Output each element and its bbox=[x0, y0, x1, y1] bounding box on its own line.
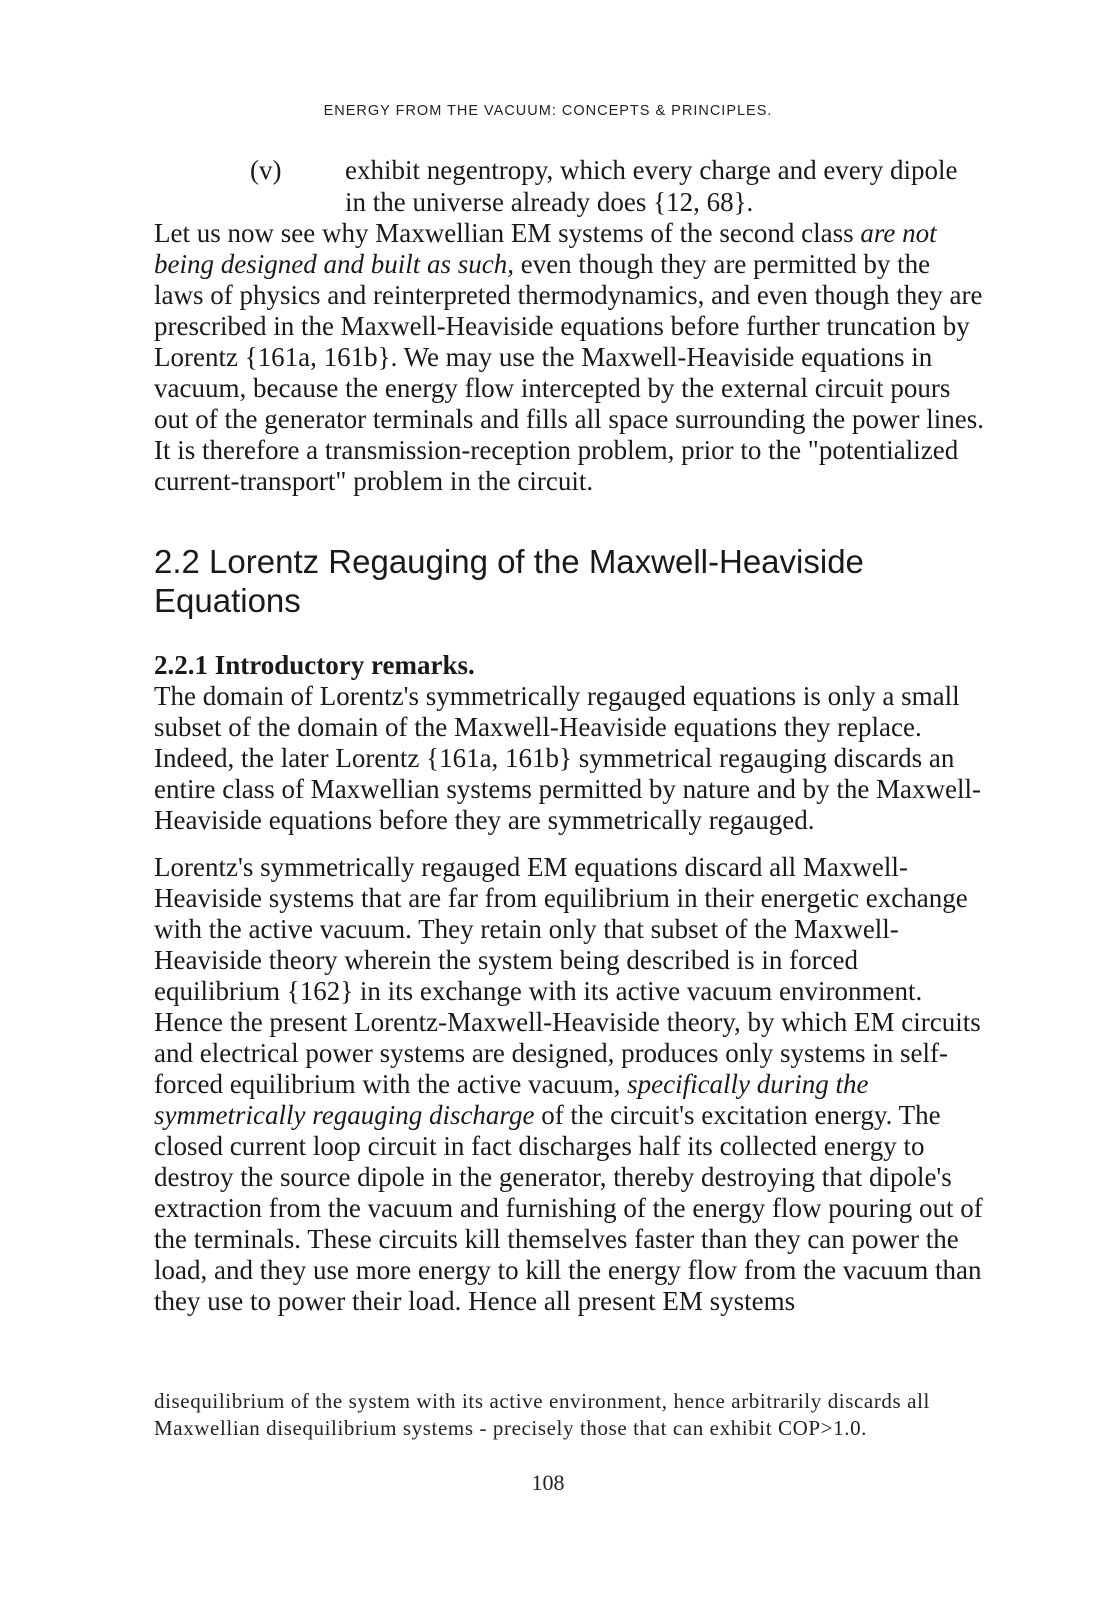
subsection-block bbox=[154, 650, 984, 836]
paragraph-domain: The domain of Lorentz's symmetrically regauged equations is only a small subset of the domain of the Maxwell-Heaviside equations they replace. Indeed, the later Lorentz {161a, 161b} symmetrical regauging discards an entire class of Maxwellian systems permitted by nature and by the Maxwell-Heaviside equations before they are symmetrically regauged. bbox=[154, 681, 982, 835]
paragraph-1-segment-2: even though they are permitted by the laws of physics and reinterpreted thermodynamics, and even though they are prescribed in the Maxwell-Heaviside equations before further truncation by Lorentz {161a, 161b}. We may use the Maxwell-Heaviside equations in vacuum, because the energy flow intercepted by the external circuit pours out of the generator terminals and fills all space surrounding the power lines. It is therefore a transmission-reception problem, prior to the "potentialized current-transport" problem in the circuit. bbox=[154, 249, 985, 496]
paragraph-3-italic: specifically during the symmetrically regauging discharge bbox=[154, 1069, 869, 1130]
paragraph-3-segment-2: of the circuit's excitation energy. The closed current loop circuit in fact discharges half its collected energy to destroy the source dipole in the generator, thereby destroying that dipole's extraction from the vacuum and furnishing of the energy flow pouring out of the terminals. These circuits kill themselves faster than they can power the load, and they use more energy to kill the energy flow from the vacuum than they use to power their load. Hence all present EM systems bbox=[154, 1100, 983, 1316]
running-header: ENERGY FROM THE VACUUM: CONCEPTS & PRINCIPLES. bbox=[323, 103, 773, 119]
paragraph-1-segment-1: Let us now see why Maxwellian EM systems of the second class bbox=[154, 218, 861, 248]
section-heading: 2.2 Lorentz Regauging of the Maxwell-Heaviside Equations bbox=[154, 543, 864, 619]
paragraph-regauged-equations bbox=[154, 852, 984, 1317]
paragraph-second-class-systems bbox=[154, 218, 984, 497]
list-marker: (v) bbox=[250, 155, 282, 185]
list-item-text bbox=[345, 154, 1010, 218]
paragraph-1-italic: are not being designed and built as such, bbox=[154, 218, 937, 279]
list-item-line-2: in the universe already does {12, 68}. bbox=[345, 187, 754, 217]
subsection-heading: 2.2.1 Introductory remarks. bbox=[154, 650, 475, 680]
paragraph-3-segment-1: Lorentz's symmetrically regauged EM equations discard all Maxwell-Heaviside systems that are far from equilibrium in their energetic exchange with the active vacuum. They retain only that subset of the Maxwell-Heaviside theory wherein the system being described is in forced equilibrium {162} in its exchange with its active vacuum environment. Hence the present Lorentz-Maxwell-Heaviside theory, by which EM circuits and electrical power systems are designed, produces only systems in self-forced equilibrium with the active vacuum, bbox=[154, 852, 981, 1099]
footnote: disequilibrium of the system with its active environment, hence arbitrarily discards all Maxwellian disequilibrium systems - precisely those that can exhibit COP>1.0. bbox=[154, 1389, 930, 1440]
page-number: 108 bbox=[531, 1470, 565, 1495]
list-item-v bbox=[250, 154, 1010, 218]
list-item-line-1: exhibit negentropy, which every charge and every dipole bbox=[345, 155, 958, 185]
